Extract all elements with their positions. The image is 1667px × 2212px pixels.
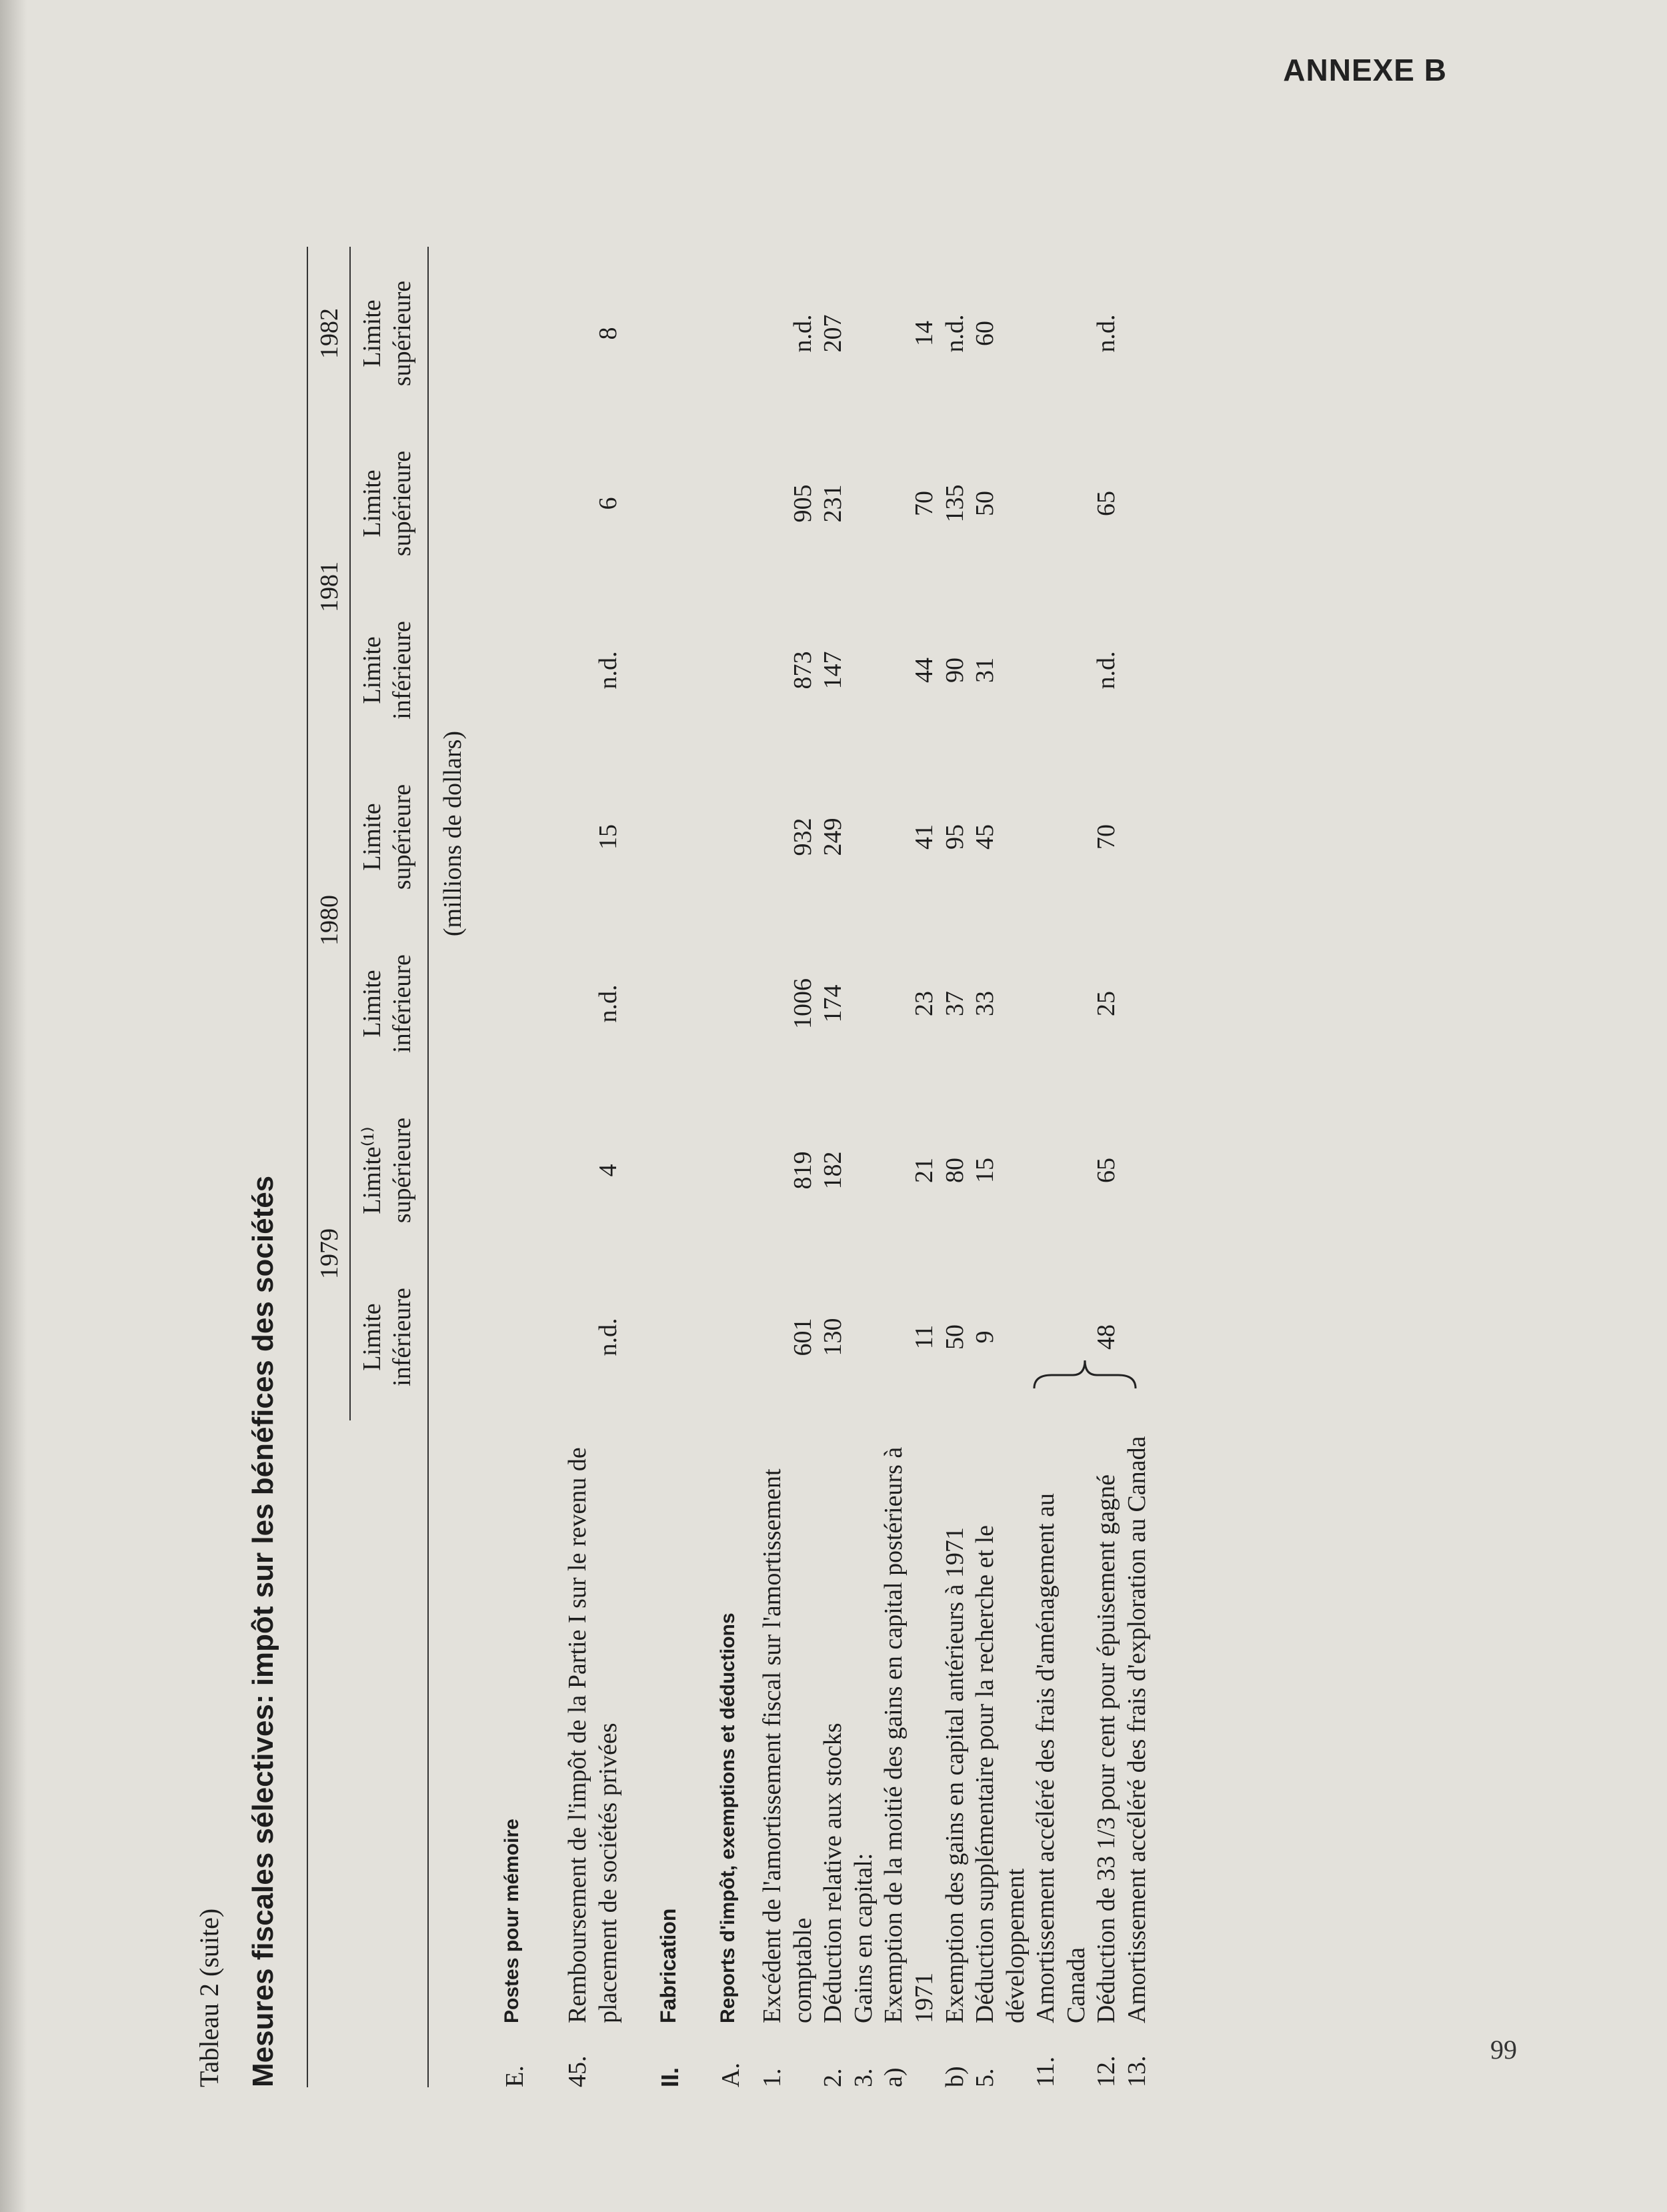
cell-value: 249 xyxy=(819,818,848,856)
curly-brace-icon xyxy=(1032,1354,1138,1394)
row-code: 5. xyxy=(971,2068,1000,2087)
row-label: Exemption de la moitié des gains en capital postérieurs à 1971 xyxy=(880,1446,938,2023)
cell-value: n.d. xyxy=(593,984,622,1023)
page-number: 99 xyxy=(1490,2035,1517,2065)
cell-value: 9 xyxy=(971,1330,1000,1344)
cell-value: 207 xyxy=(819,314,848,353)
cell-value: 65 xyxy=(1092,1158,1121,1183)
col-1981-upper: Limite supérieure xyxy=(350,420,428,587)
col-1982-upper: Limite supérieure xyxy=(350,247,428,420)
row-label: Remboursement de l'impôt de la Partie I sur le revenu de placement de sociétés privées xyxy=(563,1447,622,2023)
row-code: 13. xyxy=(1123,2055,1152,2087)
cell-value: 15 xyxy=(971,1158,1000,1183)
cell-value: 60 xyxy=(971,321,1000,346)
rotated-table-frame xyxy=(173,233,1487,2087)
cell-value: 21 xyxy=(910,1158,938,1183)
table-row xyxy=(1031,247,1092,2087)
cell-value: n.d. xyxy=(788,314,817,353)
cell-value: 80 xyxy=(940,1158,969,1183)
row-label: Amortissement accéléré des frais d'exploration au Canada xyxy=(1123,1436,1152,2023)
section-e-code: E. xyxy=(501,2065,529,2087)
cell-value: 4 xyxy=(593,1164,622,1177)
cell-value xyxy=(1092,1254,1122,1420)
cell-value: 70 xyxy=(1092,824,1121,850)
row-code: a) xyxy=(880,2067,908,2087)
cell-value: 50 xyxy=(940,1324,969,1350)
row-label: Exemption des gains en capital antérieurs à 1971 xyxy=(940,1527,969,2023)
row-label: Déduction relative aux stocks xyxy=(819,1723,848,2023)
cell-value: n.d. xyxy=(1092,314,1121,353)
year-header-1982: 1982 xyxy=(308,247,350,420)
row-code: 3. xyxy=(849,2068,878,2087)
cell-value: 14 xyxy=(910,321,938,346)
table-row xyxy=(563,247,623,2087)
col-1979-lower: Limite inférieure xyxy=(350,1254,428,1420)
cell-value: 130 xyxy=(819,1318,848,1356)
col-1980-lower: Limite inférieure xyxy=(350,920,428,1087)
table-caption: Tableau 2 (suite) xyxy=(194,1908,224,2087)
year-header-1979: 1979 xyxy=(308,1087,350,1420)
cell-value: 23 xyxy=(910,991,938,1016)
row-label: Déduction de 33 1/3 pour cent pour épuisement gagné xyxy=(1092,1474,1121,2023)
cell-value: 65 xyxy=(1092,491,1121,516)
cell-value: 6 xyxy=(593,497,622,510)
table-row xyxy=(940,247,971,2087)
subsection-a-row xyxy=(716,247,747,2087)
table-row xyxy=(818,247,849,2087)
cell-value: 50 xyxy=(971,491,1000,516)
cell-value: 70 xyxy=(910,491,938,516)
cell-value: 37 xyxy=(940,991,969,1016)
table-row xyxy=(970,247,1031,2087)
cell-value: 25 xyxy=(1092,991,1121,1016)
cell-value: 31 xyxy=(971,658,1000,683)
table-row xyxy=(879,247,940,2087)
section-ii-code: II. xyxy=(656,2067,684,2087)
cell-value: 231 xyxy=(819,484,848,523)
cell-value: 95 xyxy=(940,824,969,850)
cell-value: 41 xyxy=(910,824,938,850)
cell-value: 601 xyxy=(788,1318,817,1356)
row-code: 2. xyxy=(819,2068,848,2087)
cell-value: 819 xyxy=(788,1151,817,1190)
cell-value: 33 xyxy=(971,991,1000,1016)
table-row xyxy=(1092,247,1122,2087)
row-code: 1. xyxy=(757,2068,786,2087)
row-label: Déduction supplémentaire pour la recherche et le développement xyxy=(971,1525,1030,2023)
col-1979-upper: Limite⁽¹⁾ supérieure xyxy=(350,1087,428,1254)
row-label: Gains en capital: xyxy=(849,1853,878,2023)
cell-value: 174 xyxy=(819,984,848,1023)
cell-value: 135 xyxy=(940,484,969,523)
col-1981-lower: Limite inférieure xyxy=(350,587,428,754)
section-ii-row xyxy=(655,247,684,2087)
year-header-1981: 1981 xyxy=(308,420,350,754)
col-1980-upper: Limite supérieure xyxy=(350,754,428,920)
subsection-a-code: A. xyxy=(717,2063,745,2087)
subsection-a-title: Reports d'impôt, exemptions et déductions xyxy=(717,1612,739,2023)
cell-value: 182 xyxy=(819,1151,848,1190)
cell-value: n.d. xyxy=(1092,651,1121,690)
annexe-header: ANNEXE B xyxy=(1283,53,1447,87)
cell-value: 932 xyxy=(788,818,817,856)
section-e-title: Postes pour mémoire xyxy=(501,1819,523,2023)
year-header-1980: 1980 xyxy=(308,754,350,1087)
cell-value: 11 xyxy=(910,1324,938,1350)
cell-value: 15 xyxy=(593,824,622,850)
page-binding-shadow xyxy=(0,0,27,2212)
cell-value: 873 xyxy=(788,651,817,690)
cell-value: n.d. xyxy=(593,651,622,690)
cell-value: 147 xyxy=(819,651,848,690)
cell-value: 45 xyxy=(971,824,1000,850)
cell-value: 1006 xyxy=(788,978,817,1029)
table-row xyxy=(1122,247,1153,2087)
cell-value: n.d. xyxy=(940,314,969,353)
row-label: Excédent de l'amortissement fiscal sur l'amortissement comptable xyxy=(757,1468,817,2023)
cell-value: 905 xyxy=(788,484,817,523)
table-row xyxy=(757,247,818,2087)
cell-value: 90 xyxy=(940,658,969,683)
row-label: Amortissement accéléré des frais d'aménagement au Canada xyxy=(1032,1493,1090,2023)
cell-value: 44 xyxy=(910,658,938,683)
cell-value: 8 xyxy=(593,327,622,340)
row-code: 11. xyxy=(1032,2056,1060,2087)
unit-label: (millions de dollars) xyxy=(438,730,467,937)
table-title: Mesures fiscales sélectives: impôt sur les bénéfices des sociétés xyxy=(247,1175,279,2087)
section-ii-title: Fabrication xyxy=(656,1908,681,2023)
row-code: 45. xyxy=(563,2055,591,2087)
section-e-row xyxy=(500,247,531,2087)
row-code: b) xyxy=(940,2066,969,2087)
cell-value: n.d. xyxy=(593,1318,622,1356)
fiscal-measures-table xyxy=(307,247,1153,2087)
table-row xyxy=(849,247,880,2087)
row-code: 12. xyxy=(1092,2055,1121,2087)
cell-value-text: 48 xyxy=(1092,1324,1121,1350)
